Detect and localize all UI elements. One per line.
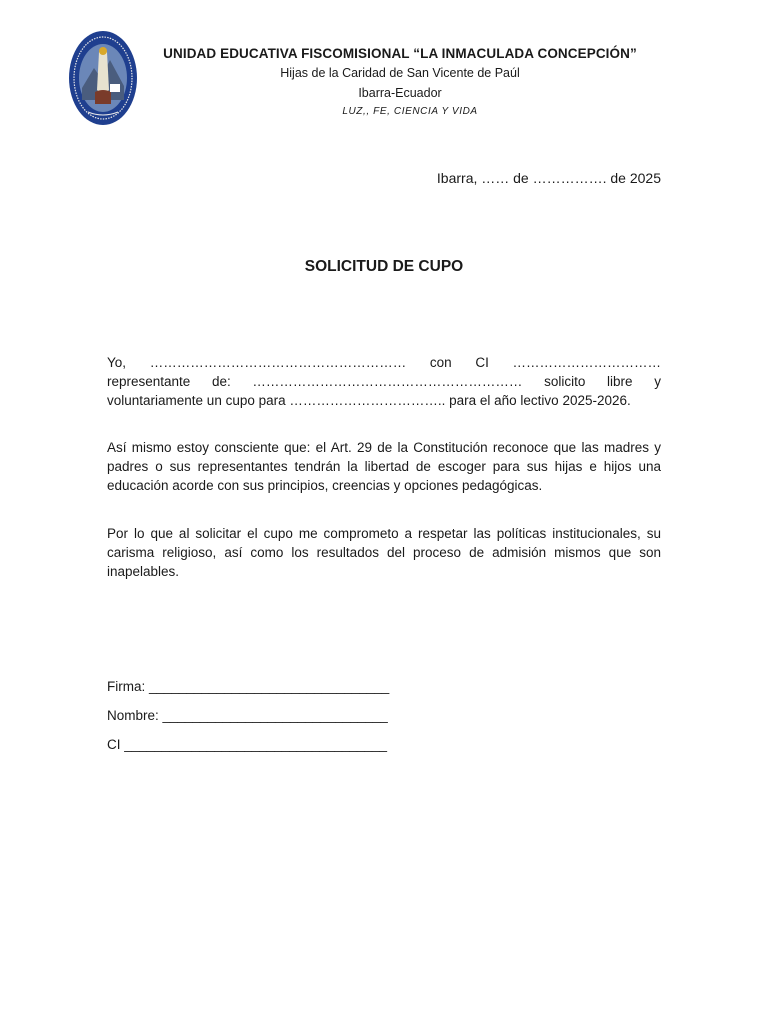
document-title: SOLICITUD DE CUPO xyxy=(304,258,464,275)
date-line: Ibarra, …… de ……………. de 2025 xyxy=(436,170,661,186)
school-crest-icon xyxy=(68,30,138,126)
school-motto: LUZ,, FE, CIENCIA Y VIDA xyxy=(342,106,478,117)
commitment-paragraph: Por lo que al solicitar el cupo me comprometo a respetar las políticas institucionales, su carisma religioso, así como los resultados del proceso de admisión mismos que son inapelables. xyxy=(107,526,661,579)
congregation-name: Hijas de la Caridad de San Vicente de Paúl xyxy=(280,66,520,80)
signature-line: Firma: ________________________________ xyxy=(107,679,390,694)
name-line: Nombre: ______________________________ xyxy=(107,708,388,723)
city-country: Ibarra-Ecuador xyxy=(358,86,442,100)
request-paragraph: Yo, ………………………………………………… con CI …………………………… representante de: …………………………………………………… solicito libre y voluntariamente un cupo para …………………………….. para el año lectivo 2025-2026. xyxy=(107,355,661,408)
school-name: UNIDAD EDUCATIVA FISCOMISIONAL “LA INMACULADA CONCEPCIÓN” xyxy=(163,46,637,61)
id-number-line: CI ___________________________________ xyxy=(107,737,388,752)
constitution-paragraph: Así mismo estoy consciente que: el Art. 29 de la Constitución reconoce que las madres y padres o sus representantes tendrán la libertad de escoger para sus hijas e hijos una educación acorde con sus principios, creencias y opciones pedagógicas. xyxy=(107,440,661,493)
